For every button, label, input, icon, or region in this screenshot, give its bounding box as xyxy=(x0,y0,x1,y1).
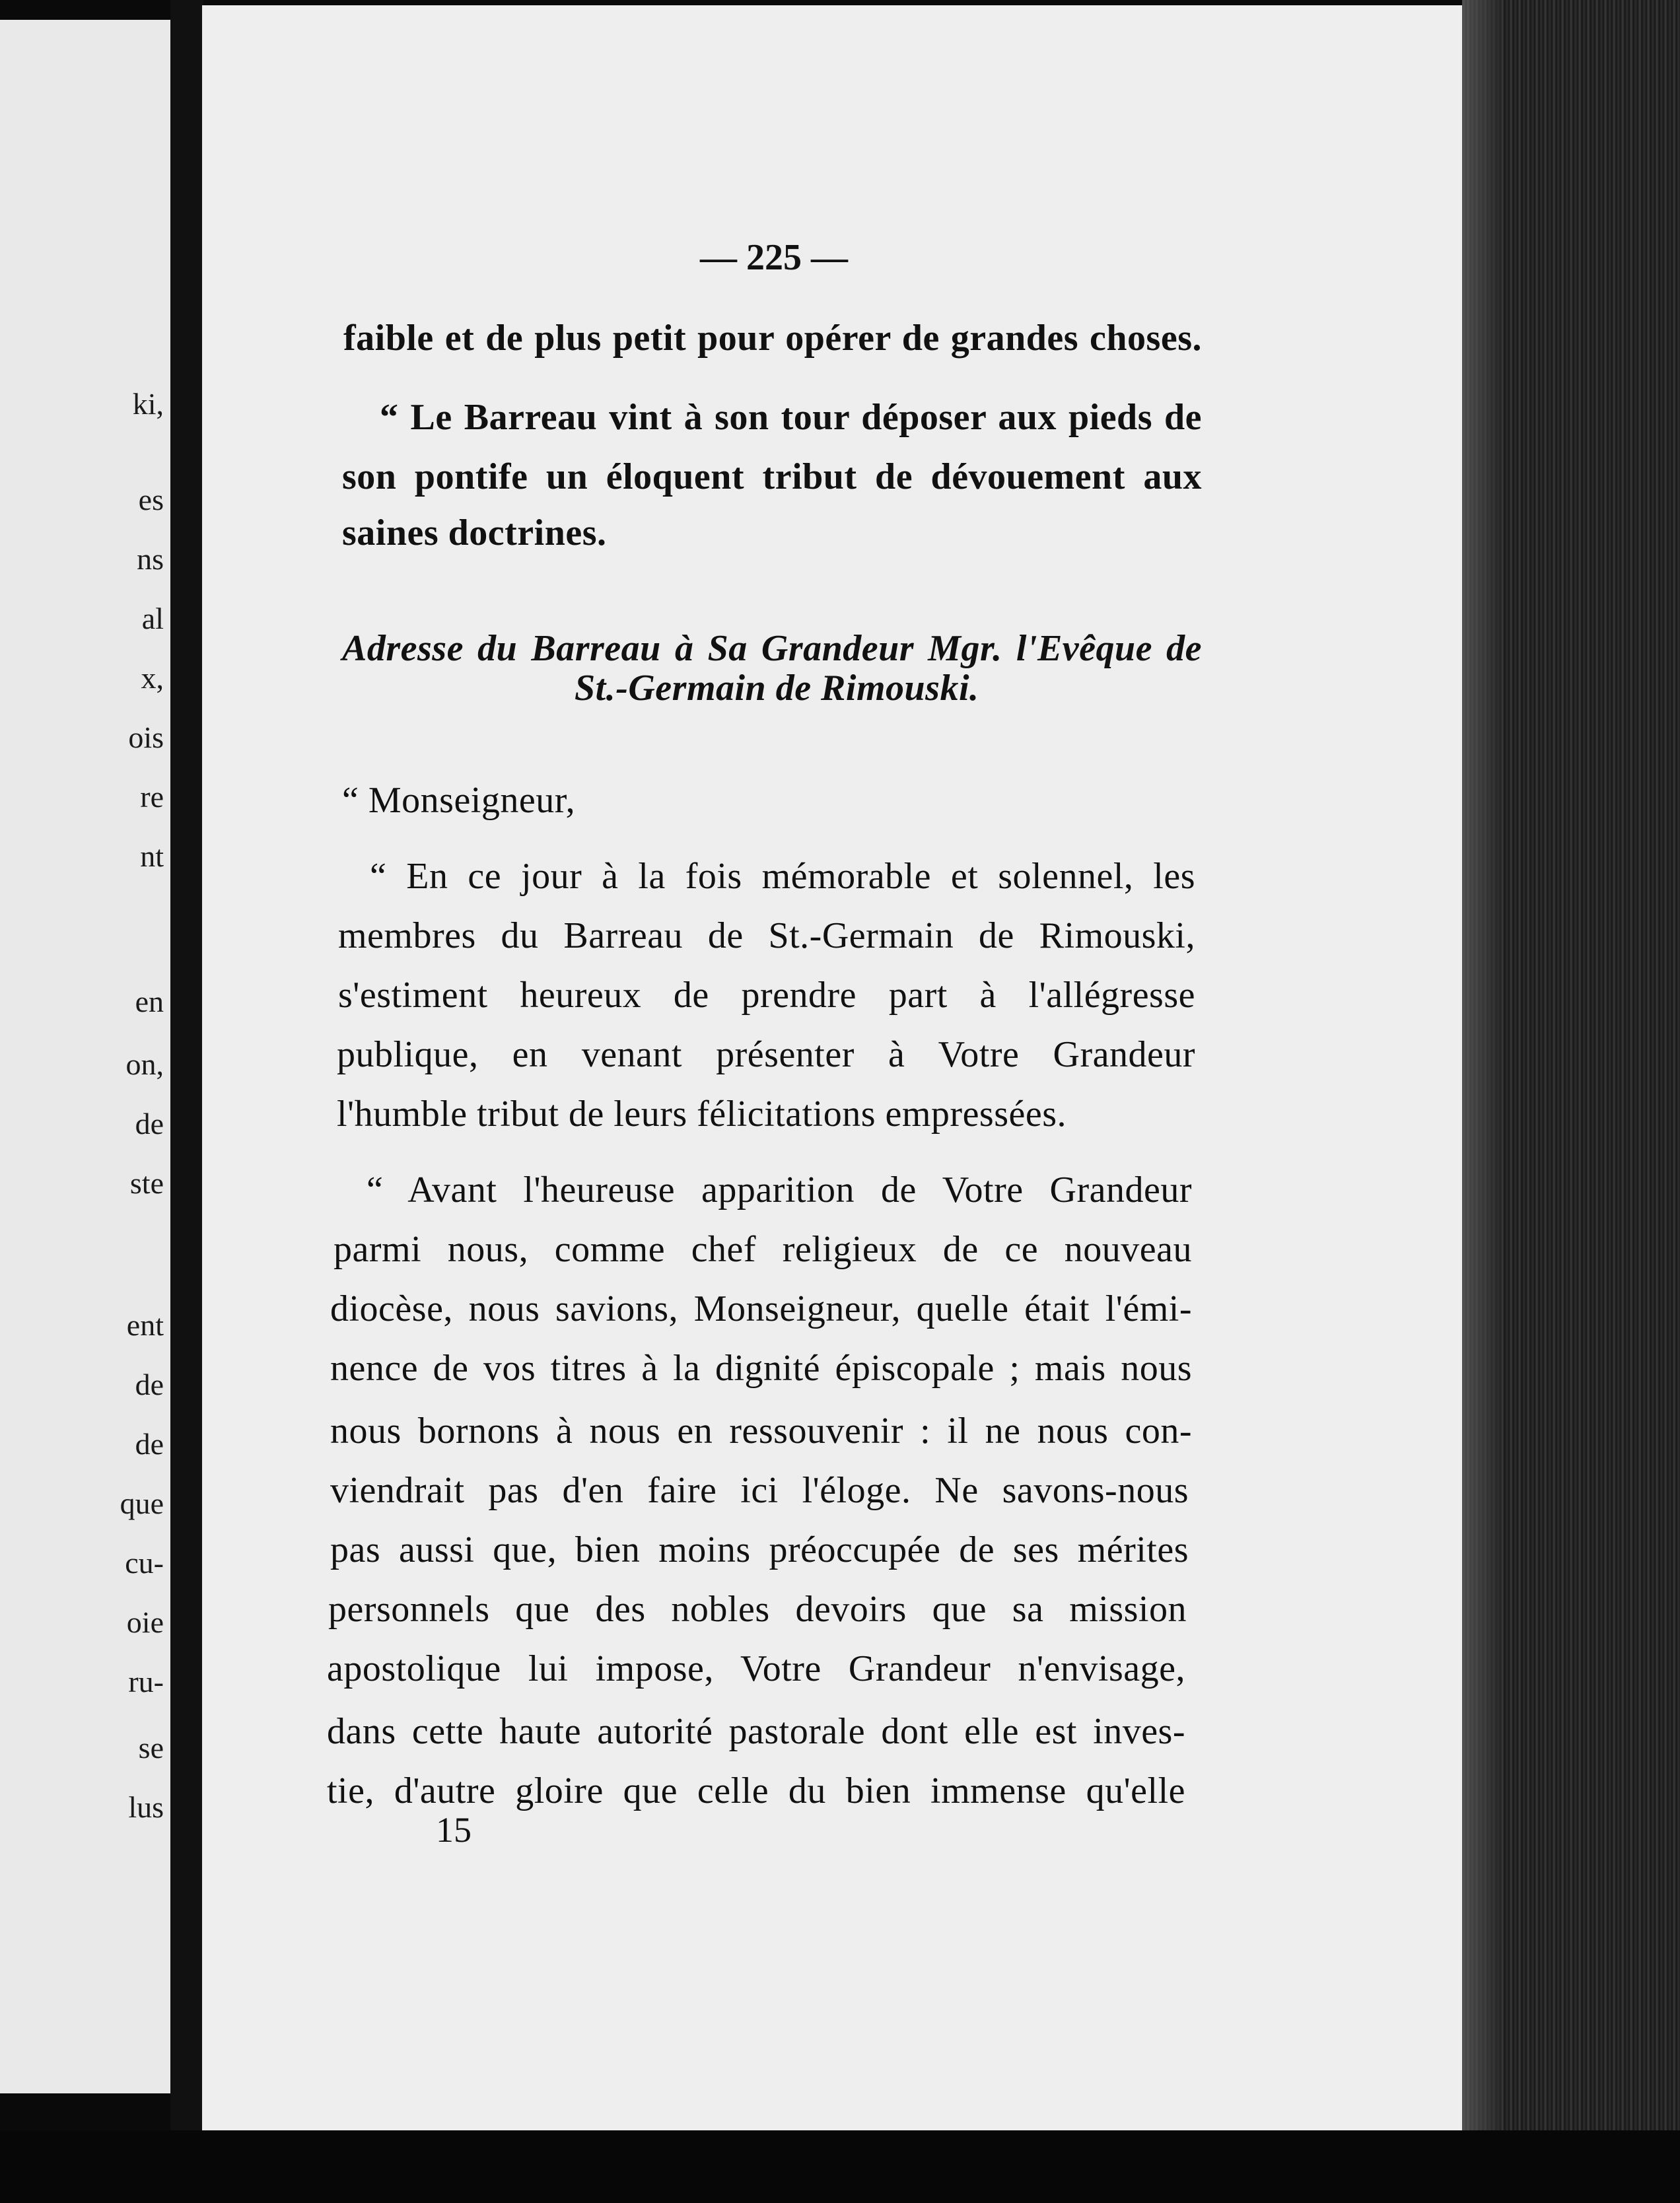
left-page-fragment: es xyxy=(138,483,164,516)
left-page-fragment: que xyxy=(120,1486,164,1520)
left-page-fragment: nt xyxy=(140,839,164,873)
text-line: s'estiment heureux de prendre part à l'allégresse xyxy=(338,975,1195,1016)
text-line: saines doctrines. xyxy=(342,512,607,553)
text-line: “ Le Barreau vint à son tour déposer aux pieds de xyxy=(380,397,1202,438)
text-line: tie, d'autre gloire que celle du bien immense qu'elle xyxy=(327,1770,1185,1811)
page-number: — 225 — xyxy=(700,237,848,278)
text-line: “ En ce jour à la fois mémorable et solennel, les xyxy=(370,856,1195,897)
signature-mark: 15 xyxy=(436,1810,472,1850)
scan-border xyxy=(0,2130,1680,2203)
book-gutter xyxy=(170,0,203,2203)
left-page-fragment: de xyxy=(135,1427,164,1461)
left-page-fragment: ru- xyxy=(128,1665,164,1698)
text-line: nous bornons à nous en ressouvenir : il ne nous con- xyxy=(330,1411,1192,1451)
left-page-fragment: de xyxy=(135,1107,164,1140)
left-page-fragment: se xyxy=(138,1731,164,1765)
left-page-fragment: ki, xyxy=(132,387,164,421)
text-line: l'humble tribut de leurs félicitations empressées. xyxy=(337,1094,1067,1135)
left-page-fragment: cu- xyxy=(125,1546,164,1580)
left-page-fragment: oie xyxy=(126,1605,164,1639)
text-line: son pontife un éloquent tribut de dévouement aux xyxy=(342,456,1202,497)
left-page-fragment: on, xyxy=(125,1047,164,1081)
left-page-fragment: de xyxy=(135,1368,164,1401)
left-facing-page xyxy=(0,20,170,2093)
left-page-fragment: re xyxy=(140,780,164,814)
text-line: pas aussi que, bien moins préoccupée de ses mérites xyxy=(330,1529,1189,1570)
left-page-fragment: lus xyxy=(128,1790,164,1824)
text-line: viendrait pas d'en faire ici l'éloge. Ne savons-nous xyxy=(330,1470,1189,1511)
left-page-fragment: ste xyxy=(129,1166,164,1200)
text-line: parmi nous, comme chef religieux de ce nouveau xyxy=(333,1229,1192,1270)
left-page-fragment: x, xyxy=(141,661,164,695)
left-page-fragment: ns xyxy=(137,542,164,576)
text-line: personnels que des nobles devoirs que sa mission xyxy=(328,1589,1187,1630)
text-line: dans cette haute autorité pastorale dont elle est inves- xyxy=(327,1711,1185,1752)
page-edges xyxy=(1462,0,1680,2203)
address-heading-line: Adresse du Barreau à Sa Grandeur Mgr. l'Evêque de xyxy=(342,628,1202,669)
text-line: membres du Barreau de St.-Germain de Rimouski, xyxy=(338,915,1195,956)
text-line: diocèse, nous savions, Monseigneur, quelle était l'émi- xyxy=(330,1288,1192,1329)
text-line: nence de vos titres à la dignité épiscopale ; mais nous xyxy=(330,1348,1192,1389)
left-page-fragment: en xyxy=(135,985,164,1018)
left-page-fragment: al xyxy=(141,602,164,635)
address-heading-line: St.-Germain de Rimouski. xyxy=(575,668,979,709)
text-line: apostolique lui impose, Votre Grandeur n'envisage, xyxy=(327,1648,1185,1689)
left-page-fragment: ois xyxy=(128,720,164,754)
text-line: publique, en venant présenter à Votre Grandeur xyxy=(337,1034,1195,1075)
salutation: “ Monseigneur, xyxy=(342,780,576,821)
text-line: faible et de plus petit pour opérer de grandes choses. xyxy=(343,318,1202,359)
text-line: “ Avant l'heureuse apparition de Votre Grandeur xyxy=(367,1170,1192,1210)
left-page-fragment: ent xyxy=(126,1308,164,1342)
